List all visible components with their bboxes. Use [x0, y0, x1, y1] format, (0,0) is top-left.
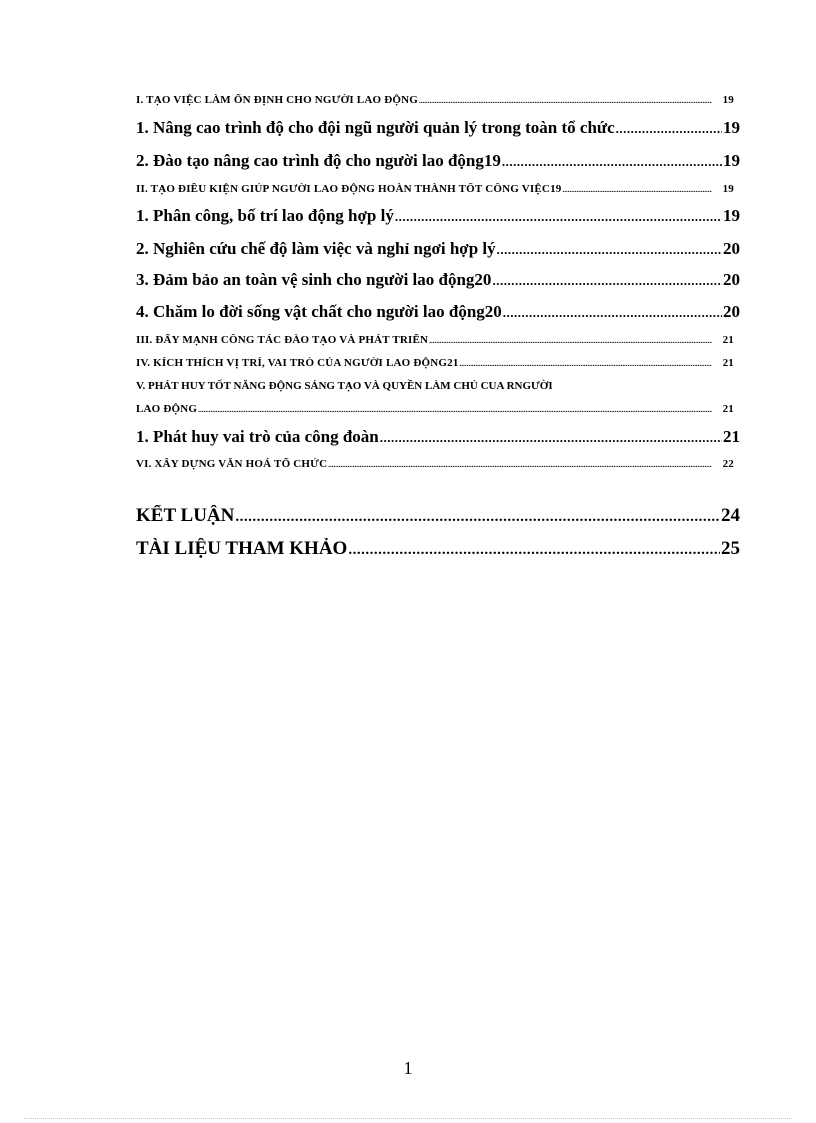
toc-entry-title: KẾT LUẬN [136, 505, 235, 526]
toc-leader-dots [502, 151, 722, 171]
toc-entry-title: III. ĐẨY MẠNH CÔNG TÁC ĐÀO TẠO VÀ PHÁT TRIỂN [136, 334, 429, 346]
toc-entry-page: 25 [721, 538, 740, 559]
toc-entry-title: 1. Phân công, bố trí lao động hợp lý [136, 206, 394, 225]
toc-entry-page: 21 [722, 357, 734, 369]
toc-entry[interactable] [136, 270, 740, 290]
toc-entry-page: 21 [722, 334, 734, 346]
toc-entry[interactable] [136, 151, 740, 171]
toc-entry-page: 19 [722, 94, 734, 106]
toc-leader-dots [419, 94, 712, 106]
toc-entry-page: 21 [722, 403, 734, 415]
toc-leader-dots [395, 206, 722, 226]
toc-leader-dots [380, 427, 722, 447]
toc-entry-title: 2. Nghiên cứu chế độ làm việc và nghỉ ngơi hợp lý [136, 239, 496, 258]
toc-entry[interactable] [136, 118, 740, 138]
toc-entry-title: 1. Nâng cao trình độ cho đội ngũ người quản lý trong toàn tổ chức [136, 118, 615, 137]
toc-entry[interactable] [136, 538, 740, 560]
page-number: 1 [403, 1058, 413, 1078]
toc-leader-dots [429, 334, 711, 346]
toc-entry-title: TÀI LIỆU THAM KHẢO [136, 538, 348, 559]
toc-entry-title: 2. Đào tạo nâng cao trình độ cho người lao động19 [136, 151, 501, 170]
toc-entry-title: IV. KÍCH THÍCH VỊ TRÍ, VAI TRÒ CỦA NGƯỜI LAO ĐỘNG21 [136, 357, 459, 369]
toc-entry[interactable] [136, 239, 740, 259]
toc-entry[interactable] [136, 427, 740, 447]
toc-entry[interactable] [136, 357, 740, 369]
toc-entry[interactable] [136, 458, 740, 470]
toc-entry[interactable] [136, 403, 740, 415]
toc-leader-dots [497, 239, 722, 259]
toc-entry-title: 3. Đảm bảo an toàn vệ sinh cho người lao động20 [136, 270, 492, 289]
toc-entry-page: 19 [723, 151, 740, 170]
toc-entry-title: I. TẠO VIỆC LÀM ỔN ĐỊNH CHO NGƯỜI LAO ĐỘNG [136, 94, 418, 106]
toc-entry[interactable] [136, 505, 740, 527]
toc-entry-page: 19 [723, 206, 740, 225]
toc-entry-page: 20 [723, 302, 740, 321]
toc-leader-dots [492, 270, 722, 290]
page-bottom-border [24, 1118, 792, 1119]
toc-entry-title: 4. Chăm lo đời sống vật chất cho người lao động20 [136, 302, 502, 321]
toc-entry-title: VI. XÂY DỰNG VĂN HOÁ TỔ CHỨC [136, 458, 328, 470]
toc-leader-dots [562, 183, 711, 195]
toc-entry-page: 21 [723, 427, 740, 446]
toc-entry-title-line2: LAO ĐỘNG [136, 403, 198, 415]
toc-entry[interactable] [136, 183, 740, 195]
toc-leader-dots [198, 403, 711, 415]
toc-leader-dots [503, 302, 722, 322]
toc-entry-page: 24 [721, 505, 740, 526]
toc-leader-dots [328, 458, 711, 470]
toc-entry[interactable] [136, 94, 740, 106]
toc-leader-dots [235, 505, 720, 527]
toc-entry[interactable] [136, 206, 740, 226]
toc-entry-title: II. TẠO ĐIỀU KIỆN GIÚP NGƯỜI LAO ĐỘNG HOÀN THÀNH TỐT CÔNG VIỆC19 [136, 183, 562, 195]
toc-entry-page: 19 [723, 118, 740, 137]
toc-leader-dots [616, 118, 722, 138]
toc-entry-page: 22 [722, 458, 734, 470]
toc-entry-title-line1: V. PHÁT HUY TỐT NĂNG ĐỘNG SÁNG TẠO VÀ QUYỀN LÀM CHỦ CUA RNGƯỜI [136, 380, 553, 392]
toc-entry-page: 19 [722, 183, 734, 195]
toc-entry[interactable] [136, 334, 740, 346]
toc-entry-page: 20 [723, 239, 740, 258]
toc-entry[interactable] [136, 302, 740, 322]
toc-leader-dots [460, 357, 712, 369]
toc-leader-dots [348, 538, 720, 560]
toc-entry-title: 1. Phát huy vai trò của công đoàn [136, 427, 379, 446]
toc-entry-page: 20 [723, 270, 740, 289]
